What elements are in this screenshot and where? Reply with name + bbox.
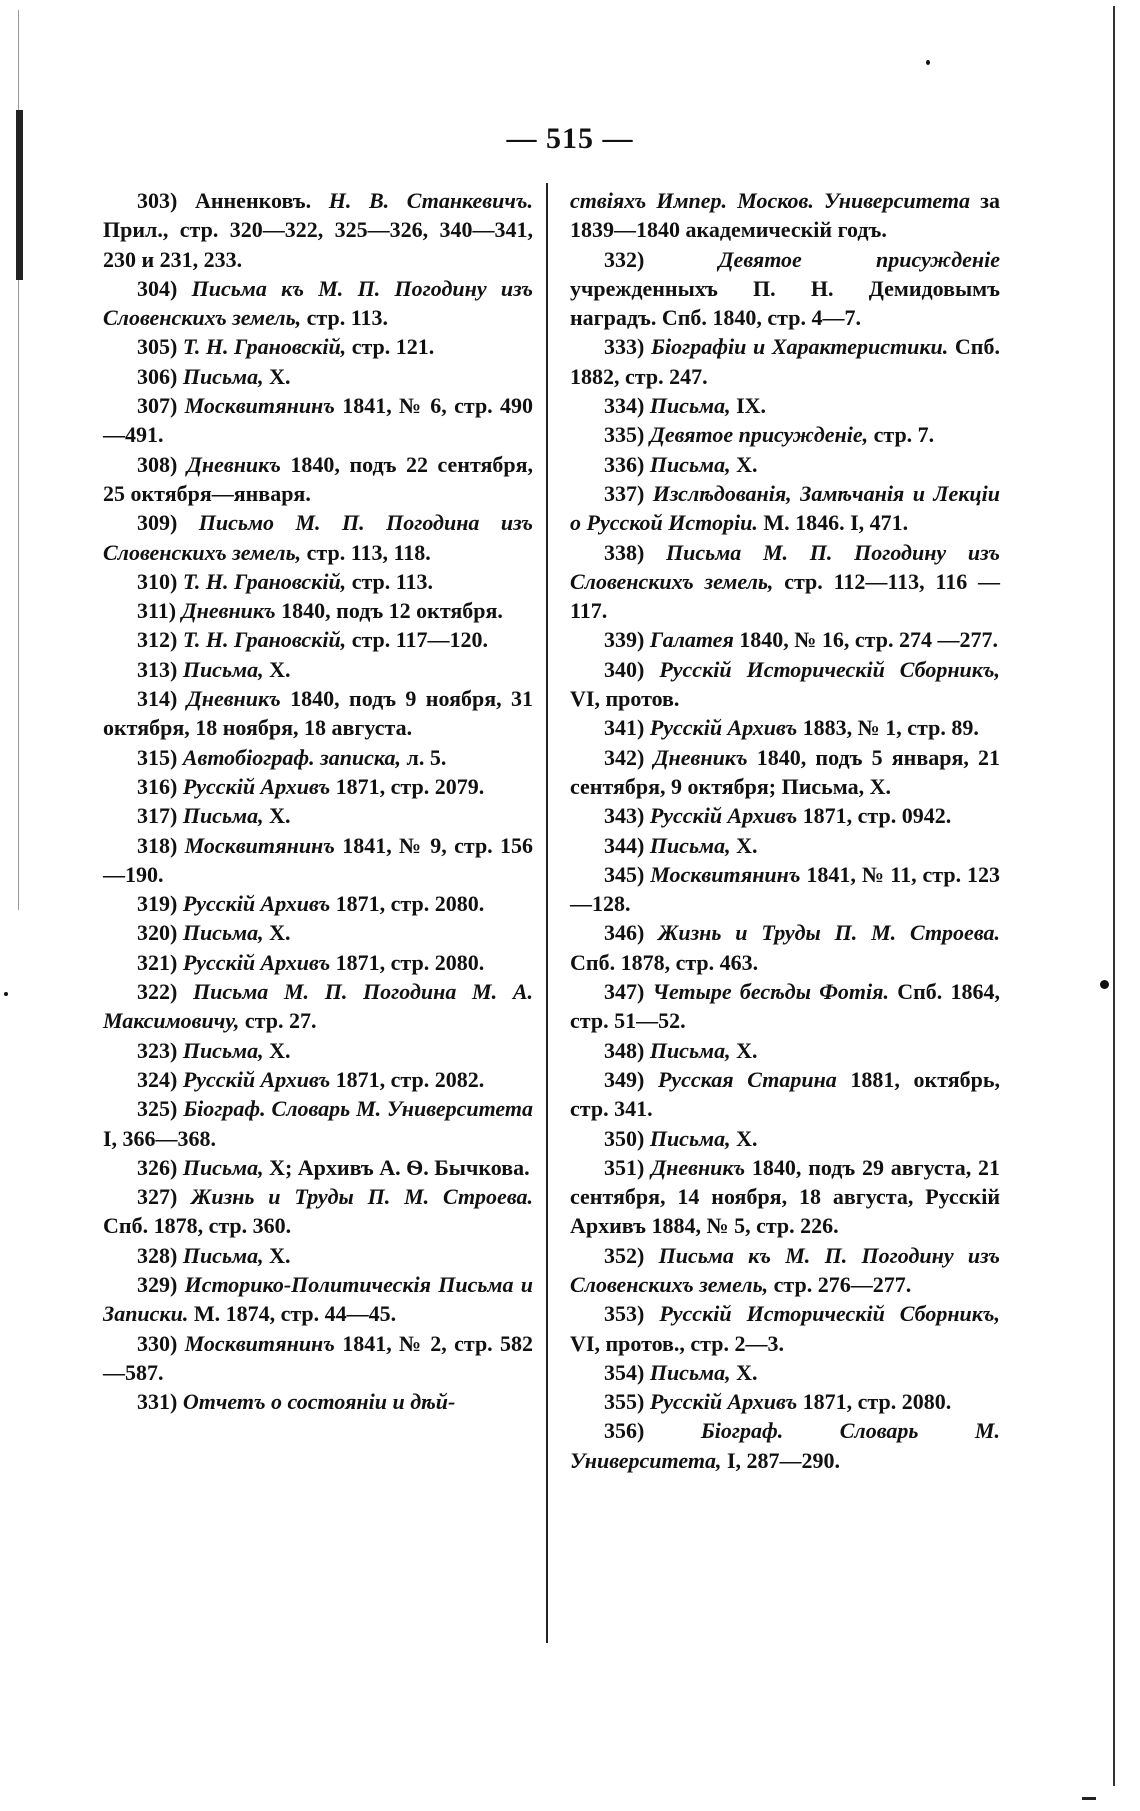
footnote-title: Девятое присужденіе,	[649, 422, 869, 448]
footnote-author: Анненковъ.	[194, 188, 312, 213]
footnote-details: Спб. 1864, стр. 51—52.	[570, 979, 1001, 1034]
footnote-number: 324)	[137, 1066, 178, 1092]
footnote-details: стр. 113.	[306, 305, 389, 331]
footnote-details: X.	[736, 1037, 758, 1063]
footnote-number: 350)	[604, 1125, 645, 1151]
footnote-entry	[570, 538, 1000, 626]
footnote-number: 317)	[137, 803, 178, 829]
footnote-details: стр. 121.	[351, 334, 435, 360]
footnote-entry	[103, 450, 533, 509]
footnote-entry	[570, 1416, 1000, 1475]
footnote-entry	[570, 450, 1000, 479]
footnote-entry	[103, 772, 533, 801]
footnote-number: 334)	[604, 393, 645, 419]
footnote-entry	[570, 801, 1000, 830]
footnote-details: стр. 27.	[244, 1008, 317, 1034]
footnote-entry	[103, 1065, 533, 1094]
footnote-details: Спб. 1878, стр. 463.	[570, 949, 759, 975]
footnote-details: 1840, № 16, стр. 274 —277.	[739, 627, 998, 653]
footnote-details: Спб. 1878, стр. 360.	[103, 1213, 292, 1239]
footnote-number: 337)	[604, 480, 645, 506]
footnote-number: 323)	[137, 1037, 178, 1063]
footnote-entry	[103, 889, 533, 918]
footnote-number: 349)	[604, 1066, 645, 1092]
footnote-entry	[570, 860, 1000, 919]
footnote-details: стр. 112—113, 116 —117.	[570, 568, 1001, 624]
footnote-entry	[570, 831, 1000, 860]
footnote-title: Біограф. Словарь М. Университета	[183, 1096, 533, 1122]
footnote-details: 1871, стр. 0942.	[802, 803, 952, 829]
footnote-details: X.	[269, 803, 291, 829]
footnote-details: 1883, № 1, стр. 89.	[802, 715, 979, 741]
footnote-title: Четыре бесѣды Фотія.	[652, 979, 889, 1005]
footnote-entry	[103, 391, 533, 450]
footnote-details: М. 1846. I, 471.	[763, 510, 909, 536]
footnote-entry	[103, 948, 533, 977]
footnote-details: за 1839—1840 академическій годъ.	[570, 188, 1000, 243]
footnote-entry	[103, 1387, 533, 1416]
footnote-number: 333)	[604, 334, 645, 360]
footnote-number: 354)	[604, 1359, 645, 1385]
footnote-number: 326)	[137, 1154, 178, 1180]
footnote-details: 1841, № 9, стр. 156—190.	[103, 832, 533, 887]
footnote-entry	[103, 684, 533, 743]
footnote-entry	[103, 1182, 533, 1241]
footnote-entry	[570, 332, 1000, 391]
footnote-entry	[570, 1124, 1000, 1153]
footnote-number: 341)	[604, 715, 645, 741]
footnote-entry	[570, 625, 1000, 654]
footnote-entry	[570, 977, 1000, 1036]
footnote-number: 344)	[604, 832, 645, 858]
footnote-title: Девятое присужденіе	[718, 246, 1000, 272]
footnote-entry	[570, 918, 1000, 977]
footnote-number: 311)	[137, 598, 177, 624]
footnote-entry	[103, 1270, 533, 1329]
footnote-number: 332)	[604, 246, 645, 272]
footnote-entry	[103, 1094, 533, 1153]
footnote-entry	[103, 508, 533, 567]
footnote-number: 315)	[137, 744, 178, 770]
footnote-number: 329)	[137, 1271, 178, 1297]
footnote-number: 320)	[137, 920, 178, 946]
footnote-details: X.	[736, 832, 758, 858]
footnote-number: 347)	[604, 979, 645, 1005]
footnote-entry	[103, 801, 533, 830]
footnote-entry	[570, 245, 1000, 333]
footnote-title: Дневникъ	[186, 451, 281, 477]
footnote-title: Т. Н. Грановскій,	[182, 568, 347, 594]
footnote-entry	[570, 713, 1000, 742]
footnote-title: Русскій Историческій Сборникъ,	[659, 1301, 1001, 1327]
footnote-number: 307)	[137, 393, 178, 419]
footnote-number: 310)	[137, 568, 178, 594]
footnote-entry	[103, 567, 533, 596]
footnote-title: Москвитянинъ	[650, 861, 801, 887]
footnote-number: 346)	[604, 920, 645, 946]
footnote-number: 331)	[137, 1389, 178, 1415]
footnote-title: Письма,	[182, 1037, 264, 1063]
footnote-details: X.	[269, 1037, 291, 1063]
footnote-title: Москвитянинъ	[184, 1330, 335, 1356]
footnote-details: М. 1874, стр. 44—45.	[193, 1301, 397, 1327]
footnote-number: 313)	[137, 656, 178, 682]
footnote-number: 309)	[137, 510, 178, 536]
footnote-title: Н. В. Станкевичъ.	[328, 188, 534, 213]
footnote-title: Письма,	[649, 451, 731, 477]
footnote-number: 327)	[137, 1184, 178, 1210]
footnote-details: 1871, стр. 2080.	[335, 949, 485, 975]
footnote-entry	[570, 1153, 1000, 1241]
footnote-details: 1881, октябрь, стр. 341.	[570, 1066, 1001, 1122]
footnote-details: Прил., стр. 320—322, 325—326, 340—341, 230 и 231, 233.	[103, 217, 533, 272]
footnote-entry	[103, 1329, 533, 1388]
footnote-entry	[103, 186, 533, 274]
footnote-title: Жизнь и Труды П. М. Строева.	[658, 920, 1000, 946]
footnote-details: стр. 7.	[873, 422, 935, 448]
footnote-title: Дневникъ	[186, 686, 281, 712]
footnote-entry	[103, 743, 533, 772]
footnote-entry	[103, 362, 533, 391]
footnote-title: Автобіограф. записка,	[182, 744, 402, 770]
footnote-number: 340)	[604, 656, 645, 682]
footnote-title: Русскій Архивъ	[182, 773, 331, 799]
footnote-details: 1841, № 2, стр. 582—587.	[103, 1330, 533, 1385]
footnote-details: учрежденныхъ П. Н. Демидовымъ наградъ. Спб. 1840, стр. 4—7.	[570, 275, 1000, 331]
footnote-details: X.	[736, 451, 758, 477]
footnote-details: X.	[269, 363, 291, 389]
footnote-entry	[570, 391, 1000, 420]
column-divider	[546, 183, 548, 1643]
footnote-title: Письма М. П. Погодина М. А. Максимовичу,	[103, 979, 533, 1034]
footnote-title: Письма,	[182, 803, 264, 829]
footnote-details: X.	[269, 1242, 291, 1268]
footnote-title: Русскій Архивъ	[649, 715, 798, 741]
footnote-entry	[103, 1153, 533, 1182]
footnote-entry	[570, 1241, 1000, 1300]
footnote-title: Біографіи и Характеристики.	[651, 334, 949, 360]
footnote-title: Письма,	[649, 832, 731, 858]
footnote-title: Письма къ М. П. Погодину изъ Словенскихъ земель,	[570, 1242, 1001, 1297]
footnote-details: 1841, № 6, стр. 490—491.	[103, 393, 533, 448]
footnote-number: 356)	[604, 1418, 645, 1444]
footnote-entry	[570, 1358, 1000, 1387]
footnote-entry	[103, 332, 533, 361]
footnote-number: 338)	[604, 539, 645, 565]
footnote-details: стр. 113, 118.	[306, 539, 431, 565]
footnote-number: 335)	[604, 422, 645, 448]
footnote-title: Дневникъ	[651, 1154, 746, 1180]
footnote-number: 342)	[604, 744, 645, 770]
footnote-number: 321)	[137, 949, 178, 975]
footnote-number: 328)	[137, 1242, 178, 1268]
footnote-details: стр. 117—120.	[351, 627, 489, 653]
footnote-title: ствіяхъ Импер. Москов. Университета	[570, 188, 970, 213]
footnote-entry	[103, 831, 533, 890]
speck	[1100, 980, 1109, 989]
footnote-title: Письма,	[182, 656, 264, 682]
footnote-number: 303)	[137, 188, 178, 213]
footnote-title: Біограф. Словарь М. Университета,	[570, 1418, 1000, 1473]
footnote-title: Письма,	[182, 363, 264, 389]
page-number: — 515 —	[506, 122, 634, 155]
footnote-number: 322)	[137, 979, 178, 1005]
footnote-details: 1871, стр. 2082.	[335, 1066, 485, 1092]
footnote-title: Письма къ М. П. Погодину изъ Словенскихъ земель,	[103, 275, 534, 331]
footnote-entry	[570, 420, 1000, 449]
footnote-entry	[103, 977, 533, 1036]
footnote-title: Русскій Архивъ	[182, 949, 331, 975]
footnote-details: стр. 276—277.	[773, 1271, 912, 1297]
footnote-number: 305)	[137, 334, 178, 360]
footnote-number: 304)	[137, 275, 178, 301]
footnote-title: Письма,	[649, 1037, 731, 1063]
footnote-details: VI, протов.	[570, 686, 680, 712]
footnote-details: 1840, подъ 12 октября.	[281, 598, 503, 624]
footnote-details: X.	[269, 920, 291, 946]
footnote-title: Москвитянинъ	[184, 393, 335, 419]
footnote-title: Изслѣдованія, Замѣчанія и Лекціи о Русской Исторіи.	[570, 480, 1000, 536]
footnote-title: Москвитянинъ	[184, 832, 335, 858]
footnote-number: 312)	[137, 627, 178, 653]
footnote-entry	[570, 1065, 1000, 1124]
footnote-title: Письма М. П. Погодину изъ Словенскихъ земель,	[570, 539, 1000, 594]
footnote-number: 339)	[604, 627, 645, 653]
footnote-details: X; Архивъ А. Ѳ. Бычкова.	[269, 1154, 530, 1180]
footnote-details: 1871, стр. 2080.	[335, 891, 485, 917]
page-edge-line	[1113, 6, 1115, 1786]
footnote-title: Письма,	[649, 1125, 731, 1151]
footnote-title: Письма,	[182, 920, 264, 946]
footnote-entry	[570, 743, 1000, 802]
footnote-number: 351)	[604, 1154, 645, 1180]
footnote-number: 314)	[137, 686, 178, 712]
footnote-title: Дневникъ	[653, 744, 748, 770]
footnote-number: 316)	[137, 773, 178, 799]
footnote-title: Жизнь и Труды П. М. Строева.	[191, 1184, 533, 1210]
footnote-number: 336)	[604, 451, 645, 477]
left-column	[103, 186, 533, 1416]
footnote-entry	[570, 186, 1000, 245]
footnote-details: стр. 113.	[351, 568, 434, 594]
footnote-title: Русскій Архивъ	[649, 803, 798, 829]
footnote-details: X.	[269, 656, 291, 682]
footnote-number: 330)	[137, 1330, 178, 1356]
edge-mark	[1082, 1797, 1096, 1800]
footnote-title: Т. Н. Грановскій,	[182, 334, 347, 360]
footnote-details: X.	[736, 1359, 758, 1385]
footnote-entry	[570, 1036, 1000, 1065]
footnote-entry	[103, 274, 533, 333]
footnote-title: Т. Н. Грановскій,	[182, 627, 347, 653]
footnote-details: 1841, № 11, стр. 123—128.	[570, 861, 1001, 917]
footnote-details: X.	[736, 1125, 758, 1151]
footnote-title: Русскій Архивъ	[649, 1389, 798, 1415]
footnote-number: 318)	[137, 832, 178, 858]
footnote-details: IX.	[736, 393, 767, 419]
footnote-details: VI, протов., стр. 2—3.	[570, 1330, 784, 1356]
footnote-details: Спб. 1882, стр. 247.	[570, 334, 1000, 389]
footnote-details: 1840, подъ 9 ноября, 31 октября, 18 ноября, 18 августа.	[103, 686, 533, 741]
footnote-title: Русскій Историческій Сборникъ,	[659, 656, 1001, 682]
footnote-number: 306)	[137, 363, 178, 389]
footnote-title: Письма,	[182, 1242, 264, 1268]
footnote-entry	[570, 479, 1000, 538]
footnote-title: Дневникъ	[181, 598, 276, 624]
footnote-details: 1871, стр. 2080.	[802, 1389, 952, 1415]
footnote-title: Историко-Политическія Письма и Записки.	[103, 1271, 533, 1327]
footnote-details: л. 5.	[406, 744, 447, 770]
footnote-details: 1840, подъ 22 сентября, 25 октября—января.	[103, 451, 534, 506]
footnote-title: Письма,	[649, 393, 731, 419]
footnote-number: 345)	[604, 861, 645, 887]
footnote-title: Отчетъ о состояніи и дѣй-	[182, 1389, 456, 1415]
footnote-number: 353)	[604, 1301, 645, 1327]
footnote-entry	[103, 596, 533, 625]
footnote-number: 355)	[604, 1389, 645, 1415]
footnote-entry	[103, 918, 533, 947]
footnote-title: Галатея	[649, 627, 734, 653]
footnote-entry	[570, 655, 1000, 714]
footnote-title: Русскій Архивъ	[182, 891, 331, 917]
footnote-details: 1871, стр. 2079.	[335, 773, 485, 799]
footnote-title: Письмо М. П. Погодина изъ Словенскихъ земель,	[103, 510, 533, 565]
footnote-entry	[103, 1241, 533, 1270]
footnote-title: Письма,	[649, 1359, 731, 1385]
footnote-number: 352)	[604, 1242, 645, 1268]
footnote-entry	[103, 1036, 533, 1065]
footnote-title: Русскій Архивъ	[182, 1066, 331, 1092]
speck	[926, 60, 930, 65]
footnote-details: I, 366—368.	[103, 1125, 217, 1151]
footnote-number: 343)	[604, 803, 645, 829]
footnote-number: 308)	[137, 451, 178, 477]
footnote-entry	[570, 1299, 1000, 1358]
footnote-entry	[103, 655, 533, 684]
footnote-number: 319)	[137, 891, 178, 917]
footnote-title: Русская Старина	[657, 1066, 837, 1092]
footnote-details: I, 287—290.	[726, 1447, 841, 1473]
footnote-entry	[570, 1387, 1000, 1416]
footnote-details: 1840, подъ 29 августа, 21 сентября, 14 ноября, 18 августа, Русскій Архивъ 1884, № 5, стр. 226.	[570, 1154, 1001, 1239]
footnote-entry	[103, 625, 533, 654]
footnote-details: 1840, подъ 5 января, 21 сентября, 9 октября; Письма, X.	[570, 744, 1001, 799]
right-column	[570, 186, 1000, 1475]
footnote-number: 325)	[137, 1096, 178, 1122]
footnote-title: Письма,	[182, 1154, 264, 1180]
speck	[4, 992, 8, 996]
footnote-number: 348)	[604, 1037, 645, 1063]
